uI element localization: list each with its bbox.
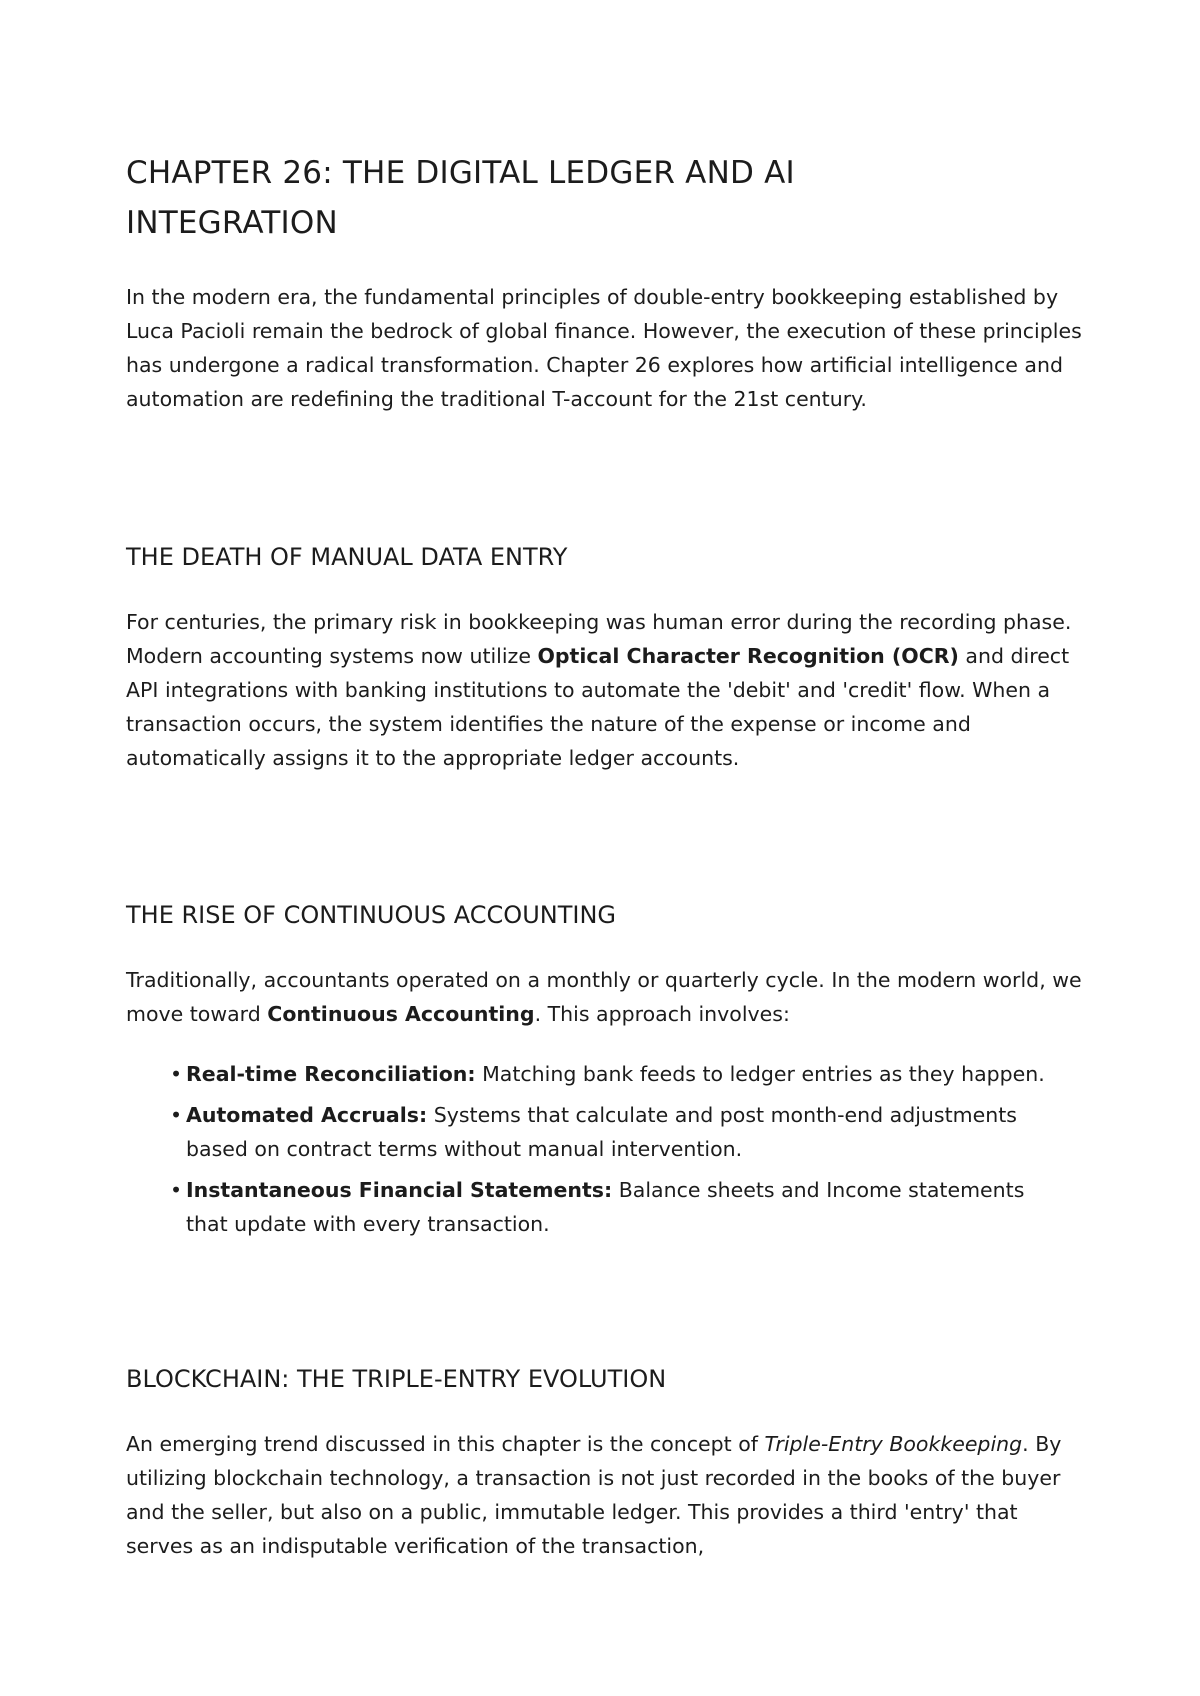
section-heading-manual-data-entry: THE DEATH OF MANUAL DATA ENTRY bbox=[126, 543, 568, 571]
continuous-accounting-list bbox=[170, 1057, 1070, 1248]
triple-entry-term: Triple-Entry Bookkeeping bbox=[764, 1432, 1023, 1456]
bullet-icon: • bbox=[170, 1062, 183, 1086]
section-heading-blockchain: BLOCKCHAIN: THE TRIPLE-ENTRY EVOLUTION bbox=[126, 1365, 667, 1393]
section-paragraph-manual-data-entry: For centuries, the primary risk in bookkeeping was human error during the recording phase. Modern accounting systems now utilize Optical Character Recognition (OCR) and direct API integrations with banking institutions to automate the 'debit' and 'credit' flow. When a transaction occurs, the system identifies the nature of the expense or income and automatically assigns it to the appropriate ledger accounts. bbox=[126, 610, 1072, 770]
list-item: • Instantaneous Financial Statements: Balance sheets and Income statements that update with every transaction. bbox=[170, 1173, 1070, 1241]
bullet-icon: • bbox=[170, 1178, 183, 1202]
chapter-title-line-1: CHAPTER 26: THE DIGITAL LEDGER AND AI bbox=[126, 155, 795, 191]
list-item: • Automated Accruals: Systems that calculate and post month-end adjustments based on contract terms without manual intervention. bbox=[170, 1098, 1070, 1166]
chapter-title-line-2: INTEGRATION bbox=[126, 205, 338, 241]
continuous-accounting-term: Continuous Accounting bbox=[267, 1002, 535, 1026]
section-paragraph-blockchain: An emerging trend discussed in this chapter is the concept of Triple-Entry Bookkeeping. By utilizing blockchain technology, a transaction is not just recorded in the books of the buyer and the seller, but also on a public, immutable ledger. This provides a third 'entry' that serves as an indisputable verification of the transaction, bbox=[126, 1432, 1062, 1558]
intro-paragraph: In the modern era, the fundamental principles of double-entry bookkeeping established by Luca Pacioli remain the bedrock of global finance. However, the execution of these principles has undergone a radical transformation. Chapter 26 explores how artificial intelligence and automation are redefining the traditional T-account for the 21st century. bbox=[126, 285, 1082, 411]
section-heading-continuous-accounting: THE RISE OF CONTINUOUS ACCOUNTING bbox=[126, 901, 616, 929]
chapter-title bbox=[126, 148, 926, 248]
ocr-term: Optical Character Recognition (OCR) bbox=[537, 644, 959, 668]
list-item: • Real-time Reconciliation: Matching bank feeds to ledger entries as they happen. bbox=[170, 1057, 1070, 1091]
bullet-icon: • bbox=[170, 1103, 183, 1127]
section-paragraph-continuous-accounting: Traditionally, accountants operated on a monthly or quarterly cycle. In the modern world, we move toward Continuous Accounting. This approach involves: bbox=[126, 968, 1082, 1026]
